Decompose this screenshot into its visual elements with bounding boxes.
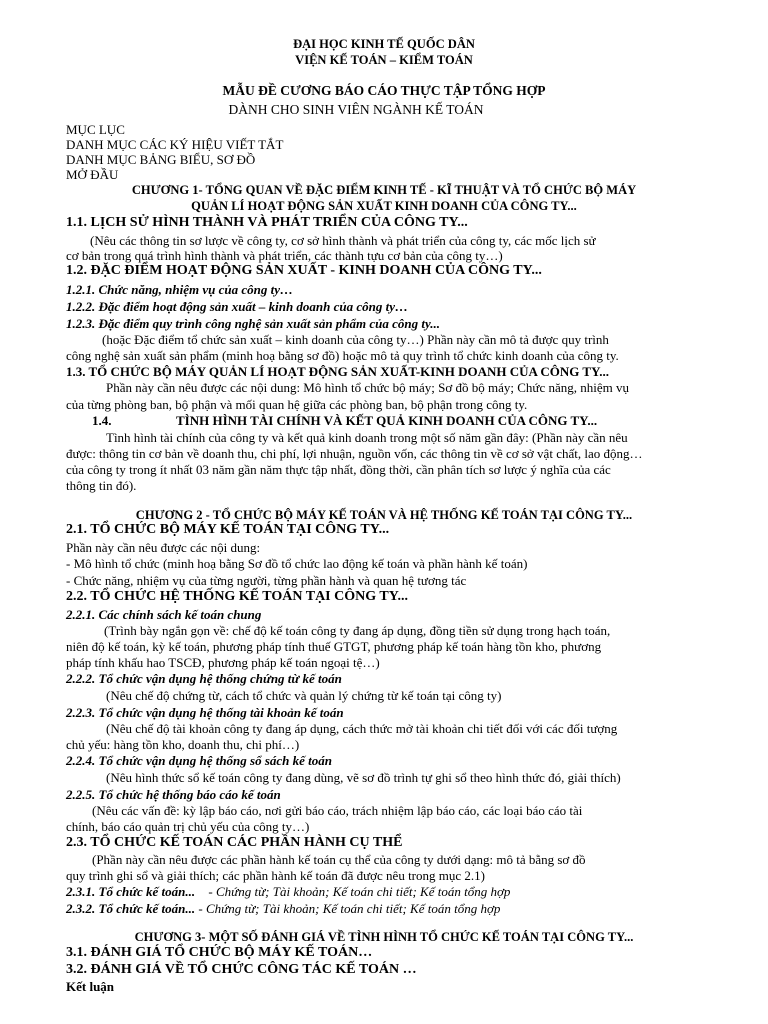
institute-name: VIỆN KẾ TOÁN – KIỂM TOÁN bbox=[295, 52, 473, 67]
section-2-3-1-items: - Chứng từ; Tài khoản; Kế toán chi tiết; Kế toán tổng hợp bbox=[205, 884, 511, 899]
section-2-2-4-heading: 2.2.4. Tổ chức vận dụng hệ thống sổ sách kế toán bbox=[66, 753, 333, 768]
document-title: MẪU ĐỀ CƯƠNG BÁO CÁO THỰC TẬP TỔNG HỢP bbox=[222, 84, 546, 99]
section-1-4-number: 1.4. bbox=[92, 413, 112, 428]
section-2-2-2-text: (Nêu chế độ chứng từ, cách tổ chức và quản lý chứng từ kế toán tại công ty) bbox=[106, 688, 502, 703]
chapter-1-title-line-1: CHƯƠNG 1- TỔNG QUAN VỀ ĐẶC ĐIỂM KINH TẾ - KĨ THUẬT VÀ TỔ CHỨC BỘ MÁY bbox=[131, 182, 637, 197]
section-1-4-text: Tình hình tài chính của công ty và kết quả kinh doanh trong một số năm gần đây: (Phần này cần nêu bbox=[106, 430, 628, 445]
section-2-2-2-heading: 2.2.2. Tổ chức vận dụng hệ thống chứng từ kế toán bbox=[66, 671, 342, 686]
university-name: ĐẠI HỌC KINH TẾ QUỐC DÂN bbox=[293, 36, 475, 51]
section-2-3-1-line bbox=[66, 884, 510, 900]
section-1-1-heading: 1.1. LỊCH SỬ HÌNH THÀNH VÀ PHÁT TRIỂN CỦA CÔNG TY... bbox=[66, 215, 468, 230]
chapter-1-title-line-2: QUẢN LÍ HOẠT ĐỘNG SẢN XUẤT KINH DOANH CỦA CÔNG TY... bbox=[191, 198, 577, 213]
section-1-2-3-text: (hoặc Đặc điểm tổ chức sản xuất – kinh doanh của công ty…) Phần này cần mô tả được quy trình bbox=[102, 332, 609, 347]
section-2-3-2-heading: 2.3.2. Tổ chức kế toán... bbox=[66, 901, 196, 916]
section-1-4-heading: TÌNH HÌNH TÀI CHÍNH VÀ KẾT QUẢ KINH DOANH CỦA CÔNG TY... bbox=[176, 413, 598, 428]
section-1-2-3-heading: 1.2.3. Đặc điểm quy trình công nghệ sản xuất sản phẩm của công ty... bbox=[66, 316, 441, 331]
chapter-3-title: CHƯƠNG 3- MỘT SỐ ĐÁNH GIÁ VỀ TÌNH HÌNH TỔ CHỨC KẾ TOÁN TẠI CÔNG TY... bbox=[134, 929, 634, 944]
section-2-3-2-items: - Chứng từ; Tài khoản; Kế toán chi tiết; Kế toán tổng hợp bbox=[195, 901, 501, 916]
section-2-3-text: quy trình ghi sổ và giải thích; các phần hành kế toán đã được nêu trong mục 2.1) bbox=[66, 868, 485, 883]
section-1-1-text: (Nêu các thông tin sơ lược về công ty, cơ sở hình thành và phát triển của công ty, các mốc lịch sử bbox=[90, 233, 596, 248]
introduction-heading: MỞ ĐẦU bbox=[66, 167, 119, 182]
section-1-3-text: của từng phòng ban, bộ phận và mối quan hệ giữa các phòng ban, bộ phận trong công ty. bbox=[66, 397, 528, 412]
abbreviations-heading: DANH MỤC CÁC KÝ HIỆU VIẾT TẮT bbox=[66, 137, 284, 152]
section-1-2-3-text: công nghệ sản xuất sản phẩm (minh hoạ bằng sơ đồ) hoặc mô tả quy trình tổ chức kinh doanh của công ty. bbox=[66, 348, 619, 363]
section-1-2-2-heading: 1.2.2. Đặc điểm hoạt động sản xuất – kinh doanh của công ty… bbox=[66, 299, 409, 314]
section-2-2-heading: 2.2. TỔ CHỨC HỆ THỐNG KẾ TOÁN TẠI CÔNG TY... bbox=[66, 589, 409, 604]
section-2-2-4-text: (Nêu hình thức sổ kế toán công ty đang dùng, vẽ sơ đồ trình tự ghi sổ theo hình thức đó, giải thích) bbox=[106, 770, 621, 785]
section-2-3-2-line bbox=[66, 901, 500, 917]
section-2-3-heading: 2.3. TỔ CHỨC KẾ TOÁN CÁC PHẦN HÀNH CỤ THỂ bbox=[66, 835, 403, 850]
section-2-2-1-text: pháp tính khấu hao TSCĐ, phương pháp kế toán ngoại tệ…) bbox=[66, 655, 380, 670]
section-2-2-1-text: (Trình bày ngắn gọn về: chế độ kế toán công ty đang áp dụng, đồng tiền sử dụng trong hạch toán, bbox=[104, 623, 611, 638]
conclusion-heading: Kết luận bbox=[66, 979, 115, 994]
section-2-2-1-heading: 2.2.1. Các chính sách kế toán chung bbox=[66, 607, 262, 622]
section-1-4-text: được: thông tin cơ bản về doanh thu, chi phí, lợi nhuận, nguồn vốn, các thông tin về cơ sở vật chất, lao động… bbox=[66, 446, 643, 461]
document-subtitle: DÀNH CHO SINH VIÊN NGÀNH KẾ TOÁN bbox=[228, 103, 484, 118]
section-2-2-5-heading: 2.2.5. Tổ chức hệ thống báo cáo kế toán bbox=[66, 787, 281, 802]
section-1-4-text: thông tin đó). bbox=[66, 478, 137, 493]
section-1-2-1-heading: 1.2.1. Chức năng, nhiệm vụ của công ty… bbox=[66, 282, 294, 297]
section-1-3-heading: 1.3. TỔ CHỨC BỘ MÁY QUẢN LÍ HOẠT ĐỘNG SẢN XUẤT-KINH DOANH CỦA CÔNG TY... bbox=[66, 364, 610, 379]
section-2-1-text: Phần này cần nêu được các nội dung: bbox=[66, 540, 261, 555]
toc-heading: MỤC LỤC bbox=[66, 122, 125, 137]
chapter-2-title: CHƯƠNG 2 - TỔ CHỨC BỘ MÁY KẾ TOÁN VÀ HỆ THỐNG KẾ TOÁN TẠI CÔNG TY... bbox=[135, 507, 633, 522]
section-2-2-1-text: niên độ kế toán, kỳ kế toán, phương pháp tính thuế GTGT, phương pháp kế toán hàng tồn kho, phương bbox=[66, 639, 602, 654]
section-2-2-3-text: (Nêu chế độ tài khoản công ty đang áp dụng, cách thức mở tài khoản chi tiết đối với các đối tượng bbox=[106, 721, 618, 736]
section-1-3-text: Phần này cần nêu được các nội dung: Mô hình tổ chức bộ máy; Sơ đồ bộ máy; Chức năng, nhiệm vụ bbox=[106, 380, 630, 395]
section-2-1-bullet: - Chức năng, nhiệm vụ của từng người, từng phần hành và quan hệ tương tác bbox=[66, 573, 467, 588]
section-2-1-heading: 2.1. TỔ CHỨC BỘ MÁY KẾ TOÁN TẠI CÔNG TY... bbox=[66, 522, 390, 537]
section-2-2-3-text: chủ yếu: hàng tồn kho, doanh thu, chi phí…) bbox=[66, 737, 300, 752]
section-1-2-heading: 1.2. ĐẶC ĐIỂM HOẠT ĐỘNG SẢN XUẤT - KINH DOANH CỦA CÔNG TY... bbox=[66, 263, 542, 278]
section-2-3-1-heading: 2.3.1. Tổ chức kế toán... bbox=[66, 884, 196, 899]
section-2-2-3-heading: 2.2.3. Tổ chức vận dụng hệ thống tài khoản kế toán bbox=[66, 705, 344, 720]
section-3-2-heading: 3.2. ĐÁNH GIÁ VỀ TỔ CHỨC CÔNG TÁC KẾ TOÁN … bbox=[66, 962, 417, 977]
tables-heading: DANH MỤC BẢNG BIỂU, SƠ ĐỒ bbox=[66, 152, 256, 167]
section-2-3-text: (Phần này cần nêu được các phần hành kế toán cụ thể của công ty dưới dạng: mô tả bằng sơ đồ bbox=[92, 852, 586, 867]
section-3-1-heading: 3.1. ĐÁNH GIÁ TỔ CHỨC BỘ MÁY KẾ TOÁN… bbox=[66, 945, 373, 960]
section-2-2-5-text: (Nêu các vấn đề: kỳ lập báo cáo, nơi gửi báo cáo, trách nhiệm lập báo cáo, các loại báo cáo tài bbox=[92, 803, 583, 818]
section-1-4-text: của công ty trong ít nhất 03 năm gần năm thực tập nhất, đồng thời, cần phân tích sơ lược ý nghĩa của các bbox=[66, 462, 611, 477]
section-2-1-bullet: - Mô hình tổ chức (minh hoạ bằng Sơ đồ tổ chức lao động kế toán và phần hành kế toán) bbox=[66, 556, 528, 571]
section-2-2-5-text: chính, báo cáo quản trị chủ yếu của công ty…) bbox=[66, 819, 310, 834]
section-1-1-text: cơ bản trong quá trình hình thành và phát triển, các thành tựu cơ bản của công ty…) bbox=[66, 248, 503, 263]
